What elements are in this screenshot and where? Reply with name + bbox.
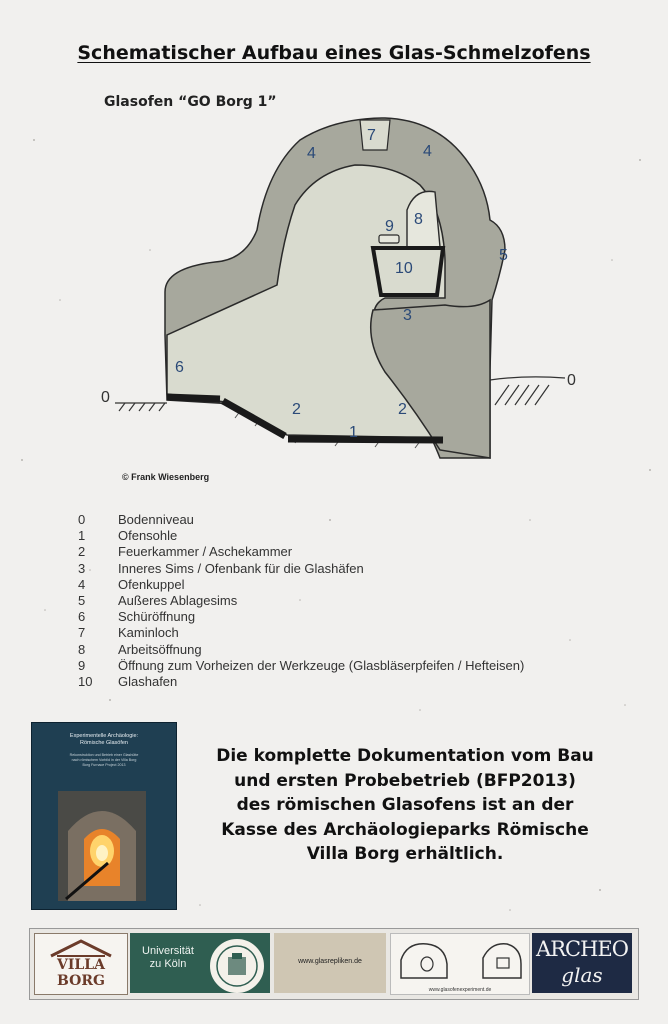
glasofenexperiment-url: www.glasofenexperiment.de bbox=[428, 987, 492, 993]
legend-item bbox=[78, 609, 638, 625]
label-7: 7 bbox=[367, 127, 376, 144]
legend-text: Ofenkuppel bbox=[118, 576, 185, 592]
legend-text: Öffnung zum Vorheizen der Werkzeuge (Glasbläserpfeifen / Hefteisen) bbox=[118, 657, 525, 673]
label-3: 3 bbox=[403, 307, 412, 324]
villa-line-1: VILLA bbox=[57, 957, 105, 973]
diagram-subtitle: Glasofen “GO Borg 1” bbox=[104, 94, 277, 110]
legend-item bbox=[78, 674, 638, 690]
label-2a: 2 bbox=[292, 401, 301, 418]
legend-number: 9 bbox=[78, 657, 86, 673]
archeo-glas-logo bbox=[532, 933, 632, 993]
label-1: 1 bbox=[349, 424, 358, 441]
documentation-line: Kasse des Archäologieparks Römische bbox=[221, 819, 589, 840]
legend-number: 1 bbox=[78, 528, 86, 544]
villa-borg-logo bbox=[34, 933, 128, 995]
uni-koeln-text bbox=[134, 945, 202, 971]
furnace-diagram bbox=[95, 110, 595, 470]
label-6: 6 bbox=[175, 359, 184, 376]
book-cover bbox=[31, 722, 177, 910]
ground-hatching-right bbox=[490, 377, 565, 405]
documentation-line: und ersten Probebetrieb (BFP2013) bbox=[234, 770, 576, 791]
glasofenexperiment-logo bbox=[390, 933, 530, 995]
legend bbox=[78, 512, 638, 690]
book-sub-line-2: nach römischem Vorbild in der Villa Borg bbox=[71, 758, 137, 762]
legend-text: Schüröffnung bbox=[118, 609, 196, 625]
label-4b: 4 bbox=[423, 143, 432, 160]
documentation-notice bbox=[180, 744, 630, 867]
archeo-line-2: glas bbox=[561, 963, 603, 987]
tool-preheat-opening bbox=[379, 235, 399, 243]
legend-item bbox=[78, 577, 638, 593]
legend-text: Inneres Sims / Ofenbank für die Glashäfen bbox=[118, 560, 364, 576]
legend-text: Glashafen bbox=[118, 673, 178, 689]
legend-text: Feuerkammer / Aschekammer bbox=[118, 544, 293, 560]
label-9: 9 bbox=[385, 218, 394, 235]
label-0-right: 0 bbox=[567, 372, 576, 389]
legend-text: Kaminloch bbox=[118, 625, 179, 641]
label-10: 10 bbox=[395, 260, 413, 277]
legend-text: Bodenniveau bbox=[118, 512, 194, 527]
label-2b: 2 bbox=[398, 401, 407, 418]
legend-item bbox=[78, 625, 638, 641]
legend-item bbox=[78, 544, 638, 560]
legend-item bbox=[78, 658, 638, 674]
book-sub-line-3: Borg Furnace Project 2013 bbox=[82, 763, 126, 767]
legend-item bbox=[78, 642, 638, 658]
documentation-line: Die komplette Dokumentation vom Bau bbox=[216, 746, 594, 766]
glasrepliken-url: www.glasrepliken.de bbox=[298, 958, 362, 965]
villa-line-2: BORG bbox=[57, 973, 105, 989]
book-subtitle bbox=[32, 753, 176, 768]
koeln-line-1: Universität bbox=[142, 945, 194, 957]
furnace-sketch-icon bbox=[391, 934, 529, 982]
book-sub-line-1: Rekonstruktion und Betrieb einer Glashütte bbox=[69, 753, 139, 757]
label-0-left: 0 bbox=[101, 389, 110, 406]
legend-number: 8 bbox=[78, 641, 86, 657]
label-8: 8 bbox=[414, 211, 423, 228]
label-4a: 4 bbox=[307, 145, 316, 162]
glasrepliken-logo bbox=[274, 933, 386, 993]
legend-text: Arbeitsöffnung bbox=[118, 641, 202, 657]
legend-item bbox=[78, 593, 638, 609]
uni-koeln-logo bbox=[130, 933, 270, 993]
legend-item bbox=[78, 528, 638, 544]
legend-item bbox=[78, 561, 638, 577]
legend-number: 2 bbox=[78, 544, 86, 560]
documentation-line: Villa Borg erhältlich. bbox=[306, 844, 504, 864]
working-opening bbox=[407, 191, 440, 247]
label-5: 5 bbox=[499, 247, 508, 264]
furnace-fire-photo bbox=[58, 791, 146, 901]
koeln-line-2: zu Köln bbox=[149, 958, 187, 970]
legend-item bbox=[78, 512, 638, 528]
diagram-copyright: © Frank Wiesenberg bbox=[122, 472, 210, 482]
page-title: Schematischer Aufbau eines Glas-Schmelzofens bbox=[77, 42, 591, 64]
sponsor-logo-strip bbox=[29, 928, 639, 1000]
legend-text: Ofensohle bbox=[118, 528, 178, 544]
legend-number: 0 bbox=[78, 512, 86, 527]
legend-number: 10 bbox=[78, 673, 93, 689]
book-title bbox=[32, 733, 176, 747]
ground-hatching-left bbox=[115, 403, 167, 411]
university-seal-icon bbox=[208, 937, 266, 993]
legend-number: 5 bbox=[78, 592, 86, 608]
legend-number: 3 bbox=[78, 560, 86, 576]
legend-text: Außeres Ablagesims bbox=[118, 592, 238, 608]
legend-number: 7 bbox=[78, 625, 86, 641]
roof-icon bbox=[35, 936, 127, 958]
book-title-line-1: Experimentelle Archäologie: bbox=[69, 733, 139, 739]
archeo-line-1: ARCHEO bbox=[536, 937, 628, 961]
legend-number: 4 bbox=[78, 576, 86, 592]
documentation-line: des römischen Glasofens ist an der bbox=[236, 795, 574, 815]
book-title-line-2: Römische Glasöfen bbox=[80, 740, 128, 746]
legend-number: 6 bbox=[78, 609, 86, 625]
